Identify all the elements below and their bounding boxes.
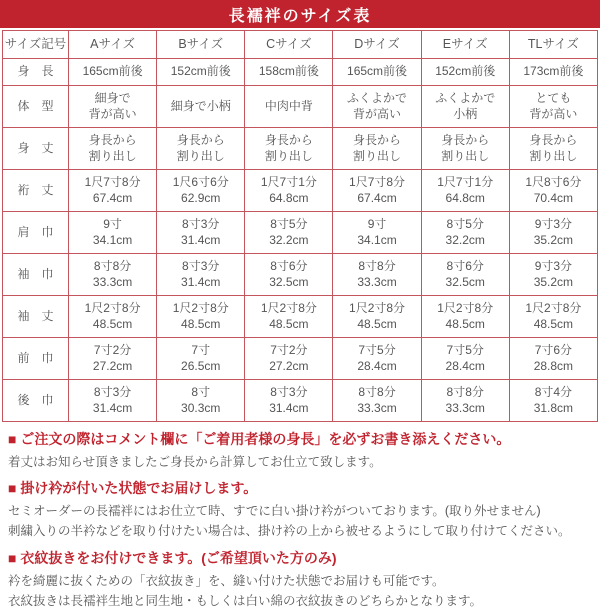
value-cell [69,380,157,422]
value-line: 32.2cm [445,232,485,247]
value-line: 7寸5分 [446,342,484,357]
value-cell [509,254,597,296]
value-cell [509,296,597,338]
value-line: 8寸8分 [446,384,484,399]
value-line: 8寸3分 [182,258,220,273]
note-text: セミオーダーの長襦袢にはお仕立て時、すでに白い掛け衿がついております。(取り外せません) [8,503,541,518]
value-line: 身長から [353,132,402,147]
value-line: 70.4cm [533,190,574,205]
value-line: 細身で小柄 [170,98,231,113]
value-line: 48.5cm [92,316,133,331]
value-line: 7寸 [191,342,211,357]
row-label-cell: 身 丈 [3,128,69,170]
note-text: 衣紋抜きは長襦袢生地と同生地・もしくは白い綿の衣紋抜きのどちらかとなります。 [8,594,483,609]
value-line: 30.3cm [181,400,221,415]
value-cell [157,212,245,254]
value-line: 32.5cm [269,274,309,289]
value-cell [333,128,421,170]
row-label-cell: 裄 丈 [3,170,69,212]
page-title: 長襦袢のサイズ表 [0,0,600,28]
value-line: 7寸2分 [270,342,308,357]
value-line: 152cm前後 [435,64,496,79]
value-cell [157,86,245,128]
value-cell [69,128,157,170]
corner-header-cell: サイズ記号 [3,31,69,59]
value-line: 33.3cm [445,400,485,415]
value-line: ふくよかで [347,90,408,105]
value-line: 32.2cm [269,232,309,247]
value-cell [333,296,421,338]
value-line: 8寸6分 [270,258,308,273]
row-label-cell: 肩 巾 [3,212,69,254]
value-line: 8寸4分 [534,384,573,399]
value-line: 1尺2寸8分 [349,300,406,315]
value-cell [333,212,421,254]
value-cell [421,212,509,254]
value-line: 33.3cm [92,274,133,289]
value-line: 48.5cm [269,316,309,331]
size-table-header [3,31,598,59]
row-label-cell: 袖 丈 [3,296,69,338]
value-line: 1尺7寸1分 [437,174,494,189]
value-line: 小柄 [453,106,478,121]
value-line: 7寸2分 [93,342,132,357]
table-row [3,380,598,422]
table-row [3,59,598,86]
value-line: 31.4cm [92,400,133,415]
value-cell [421,338,509,380]
value-line: 32.5cm [445,274,485,289]
value-line: 1尺7寸8分 [349,174,406,189]
value-cell [333,170,421,212]
value-line: 62.9cm [181,190,221,205]
value-line: 64.8cm [445,190,485,205]
value-cell [245,212,333,254]
value-line: 67.4cm [92,190,133,205]
value-line: 9寸3分 [534,216,573,231]
value-line: 割り出し [529,148,578,163]
table-row [3,128,598,170]
value-line: 1尺8寸6分 [525,174,582,189]
value-cell [157,296,245,338]
value-line: 8寸5分 [270,216,308,231]
value-line: 67.4cm [357,190,397,205]
value-cell [157,170,245,212]
row-label-cell: 身 長 [3,59,69,86]
value-cell [245,128,333,170]
row-label-cell: 袖 巾 [3,254,69,296]
value-cell [421,380,509,422]
value-cell [333,59,421,86]
row-label-cell: 後 巾 [3,380,69,422]
value-cell [245,86,333,128]
value-line: 28.4cm [357,358,397,373]
value-cell [333,86,421,128]
value-line: 48.5cm [445,316,485,331]
value-line: 背が高い [529,106,578,121]
column-header-cell: TLサイズ [509,31,597,59]
value-cell [245,296,333,338]
value-cell [245,380,333,422]
value-line: 158cm前後 [258,64,319,79]
value-line: 8寸 [191,384,211,399]
value-line: 8寸3分 [270,384,308,399]
value-cell [509,128,597,170]
value-cell [157,380,245,422]
value-cell [509,170,597,212]
note-text: 着丈はお知らせ頂きましたご身長から計算してお仕立て致します。 [8,454,382,469]
table-row [3,338,598,380]
column-header-cell: Aサイズ [69,31,157,59]
value-cell [157,338,245,380]
value-line: 身長から [264,132,313,147]
value-line: 身長から [529,132,578,147]
value-cell [509,338,597,380]
table-row [3,212,598,254]
column-header-cell: Eサイズ [421,31,509,59]
value-line: 割り出し [176,148,225,163]
value-cell [69,59,157,86]
value-line: 48.5cm [533,316,574,331]
value-cell [509,380,597,422]
note-text: 刺繍入りの半衿などを取り付けたい場合は、掛け衿の上から被せるようにして取り付けてください。 [8,524,571,539]
value-cell [421,170,509,212]
value-line: 割り出し [353,148,402,163]
value-cell [245,170,333,212]
value-line: 26.5cm [181,358,221,373]
value-line: 8寸8分 [358,384,396,399]
value-line: 割り出し [441,148,490,163]
value-line: 割り出し [88,148,137,163]
value-line: 31.4cm [181,274,221,289]
value-line: 1尺7寸8分 [84,174,141,189]
value-line: 173cm前後 [523,64,584,79]
column-header-cell: Dサイズ [333,31,421,59]
value-line: 31.8cm [533,400,574,415]
value-line: 身長から [88,132,137,147]
note-heading-collar: ■ 掛け衿が付いた状態でお届けします。 [8,480,258,497]
table-row [3,254,598,296]
value-line: 1尺2寸8分 [260,300,317,315]
row-label-cell: 体 型 [3,86,69,128]
value-line: 8寸3分 [182,216,220,231]
value-cell [421,254,509,296]
value-cell [69,338,157,380]
value-line: 64.8cm [269,190,309,205]
value-cell [421,59,509,86]
table-row [3,170,598,212]
value-cell [421,128,509,170]
value-line: 8寸6分 [446,258,484,273]
value-line: 8寸8分 [358,258,396,273]
value-line: 8寸5分 [446,216,484,231]
table-row [3,296,598,338]
value-cell [509,212,597,254]
value-cell [333,338,421,380]
value-line: 9寸 [367,216,387,231]
value-cell [333,380,421,422]
value-line: 33.3cm [357,400,397,415]
value-cell [69,254,157,296]
value-cell [421,296,509,338]
value-line: 34.1cm [92,232,133,247]
row-label-cell: 前 巾 [3,338,69,380]
value-line: 35.2cm [533,274,574,289]
value-cell [421,86,509,128]
value-cell [69,296,157,338]
note-heading-order: ■ ご注文の際はコメント欄に「ご着用者様の身長」を必ずお書き添えください。 [8,431,511,447]
value-cell [69,212,157,254]
note-text: 衿を綺麗に抜くための「衣紋抜き」を、縫い付けた状態でお届けも可能です。 [8,573,445,588]
value-line: 152cm前後 [170,64,231,79]
value-cell [509,86,597,128]
value-line: 28.4cm [445,358,485,373]
value-line: 48.5cm [181,316,221,331]
value-line: 1尺2寸8分 [525,300,582,315]
value-line: 7寸6分 [534,342,573,357]
value-line: 35.2cm [533,232,574,247]
size-table [2,30,598,422]
value-cell [157,59,245,86]
value-line: 身長から [441,132,490,147]
value-line: 1尺2寸8分 [437,300,494,315]
value-line: 27.2cm [269,358,309,373]
note-heading-emon: ■ 衣紋抜きをお付けできます。(ご希望頂いた方のみ) [8,550,337,567]
value-line: 31.4cm [269,400,309,415]
column-header-cell: Bサイズ [157,31,245,59]
value-cell [69,170,157,212]
value-line: 割り出し [264,148,313,163]
value-cell [245,59,333,86]
value-line: 28.8cm [533,358,574,373]
value-cell [245,338,333,380]
value-line: とても [535,90,572,105]
value-line: 背が高い [353,106,402,121]
value-line: 1尺7寸1分 [260,174,317,189]
value-line: 48.5cm [357,316,397,331]
value-line: 8寸3分 [93,384,132,399]
value-cell [509,59,597,86]
value-cell [333,254,421,296]
value-line: 中肉中背 [264,98,313,113]
value-cell [69,86,157,128]
value-line: 背が高い [88,106,137,121]
size-table-body [3,59,598,422]
value-line: 31.4cm [181,232,221,247]
value-cell [245,254,333,296]
table-row [3,86,598,128]
column-header-cell: Cサイズ [245,31,333,59]
value-line: 34.1cm [357,232,397,247]
value-line: 1尺6寸6分 [172,174,229,189]
value-line: 身長から [176,132,225,147]
value-line: 7寸5分 [358,342,396,357]
value-line: 1尺2寸8分 [172,300,229,315]
value-line: ふくよかで [435,90,496,105]
value-line: 165cm前後 [347,64,408,79]
value-line: 9寸3分 [534,258,573,273]
value-line: 細身で [94,90,131,105]
value-line: 33.3cm [357,274,397,289]
value-line: 1尺2寸8分 [84,300,141,315]
value-line: 8寸8分 [93,258,132,273]
notes-section [0,422,600,612]
value-line: 165cm前後 [82,64,143,79]
value-line: 9寸 [103,216,122,231]
value-cell [157,254,245,296]
value-line: 27.2cm [92,358,133,373]
value-cell [157,128,245,170]
